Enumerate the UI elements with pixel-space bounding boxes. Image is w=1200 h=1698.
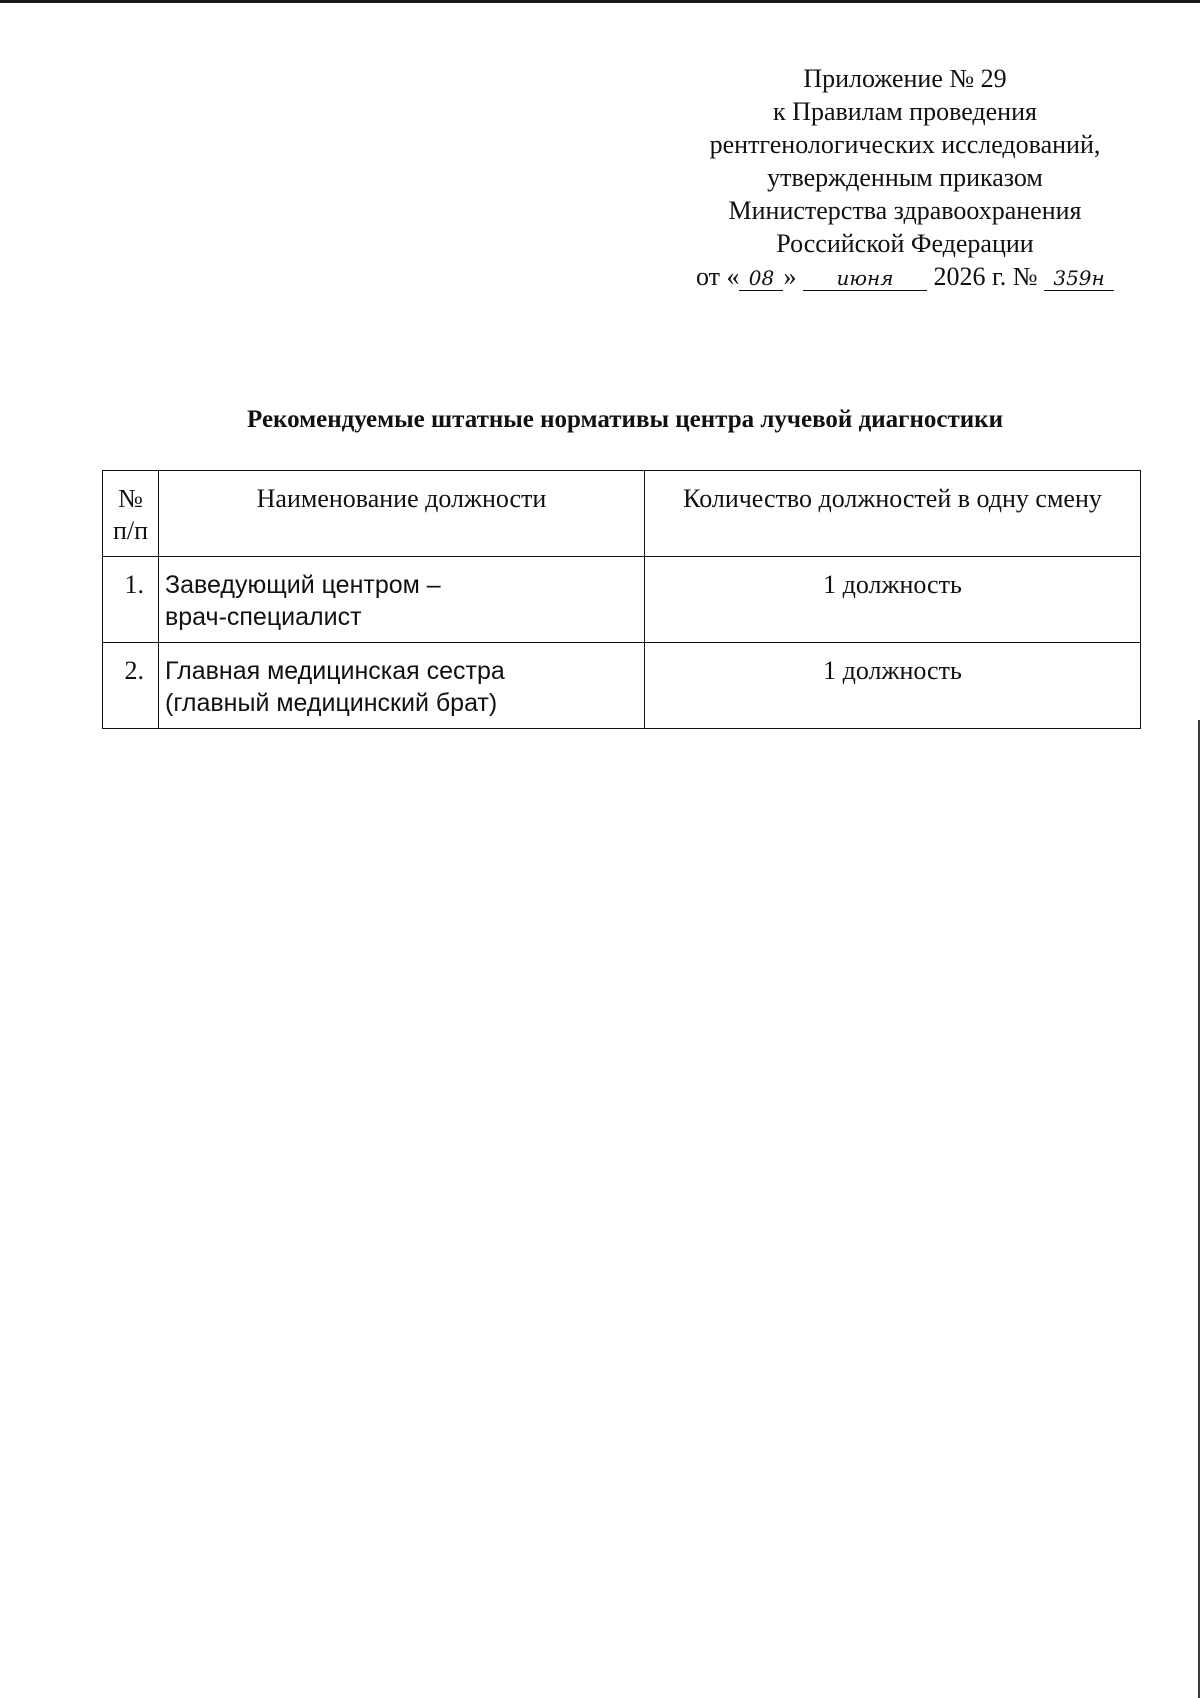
scan-edge-top	[0, 0, 1200, 3]
document-title: Рекомендуемые штатные нормативы центра лучевой диагностики	[247, 406, 1003, 433]
appendix-line: Российской Федерации	[776, 229, 1034, 258]
appendix-header	[660, 62, 1150, 293]
row-number: 2.	[103, 643, 159, 729]
order-number-handwritten: 359н	[1044, 266, 1114, 291]
column-header-position	[159, 471, 645, 557]
column-header-number-text: № п/п	[112, 484, 149, 545]
table-row	[103, 643, 1141, 729]
table-row	[103, 557, 1141, 643]
order-month-handwritten: июня	[803, 266, 927, 291]
appendix-line: утвержденным приказом	[767, 163, 1043, 192]
position-name: Главная медицинская сестра (главный медицинский брат)	[159, 643, 645, 729]
order-day-handwritten: 08	[739, 266, 783, 291]
position-quantity: 1 должность	[645, 643, 1141, 729]
staffing-table	[102, 470, 1141, 729]
column-header-quantity	[645, 471, 1141, 557]
appendix-line: Приложение № 29	[803, 64, 1007, 93]
table-header-row	[103, 471, 1141, 557]
row-number: 1.	[103, 557, 159, 643]
order-date-line	[660, 260, 1150, 293]
order-prefix: от «	[695, 262, 740, 291]
appendix-line: Министерства здравоохранения	[728, 196, 1082, 225]
appendix-line: рентгенологических исследований,	[709, 130, 1101, 159]
column-header-number	[103, 471, 159, 557]
order-quote-close: »	[783, 262, 797, 291]
column-header-position-text: Наименование должности	[256, 484, 547, 513]
order-year: 2026 г. №	[933, 262, 1038, 291]
position-name: Заведующий центром – врач-специалист	[159, 557, 645, 643]
appendix-line: к Правилам проведения	[773, 97, 1037, 126]
column-header-quantity-text: Количество должностей в одну смену	[683, 484, 1102, 513]
position-quantity: 1 должность	[645, 557, 1141, 643]
